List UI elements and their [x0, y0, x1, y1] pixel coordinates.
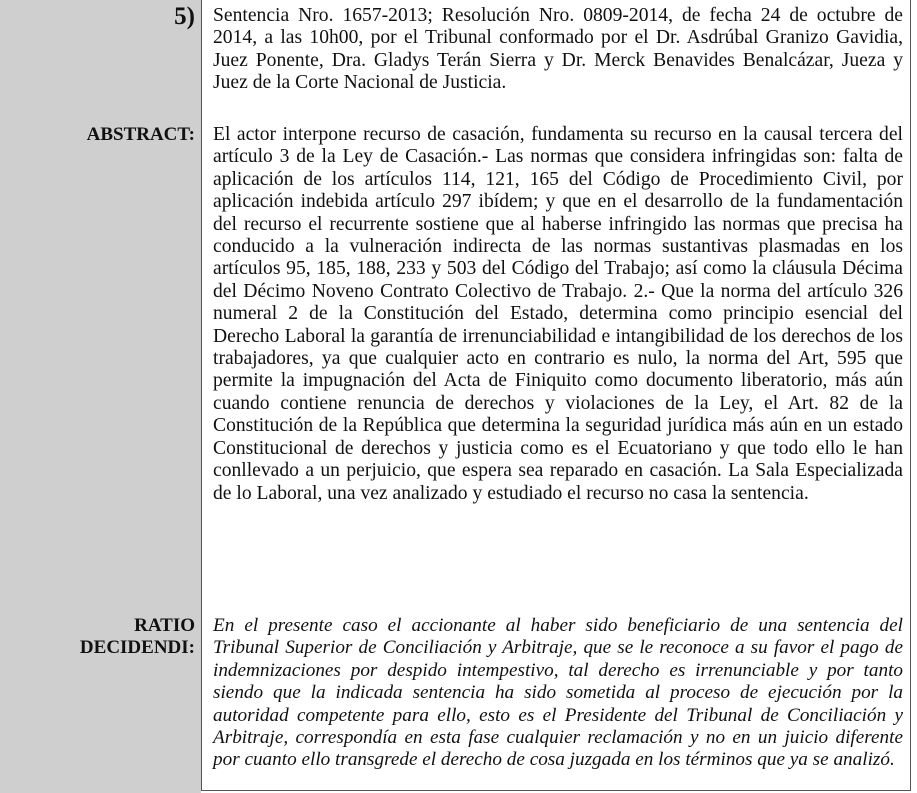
- abstract-text: El actor interpone recurso de casación, fundamenta su recurso en la causal tercera del artículo 3 de la Ley de Casación.- Las normas que considera infringidas son: falta de aplicación de los artículos 114, 121, 165 del Código de Procedimiento Civil, por aplicación indebida artículo 297 ibídem; y que en el desarrollo de la fundamentación del recurso el recurrente sostiene que al haberse infringido las normas que precisa ha conducido a la vulneración indirecta de las normas sustantivas plasmadas en los artículos 95, 185, 188, 233 y 503 del Código del Trabajo; así como la cláusula Décima del Décimo Noveno Contrato Colectivo de Trabajo. 2.- Que la norma del artículo 326 numeral 2 de la Constitución del Estado, determina como principio esencial del Derecho Laboral la garantía de irrenunciabilidad e intangibilidad de los derechos de los trabajadores, ya que cualquier acto en contrario es nulo, la norma del Art, 595 que permite la impugnación del Acta de Finiquito como documento liberatorio, más aún cuando contiene renuncia de derechos y violaciones de la Ley, el Art. 82 de la Constitución de la República que determina la seguridad jurídica más aún en un estado Constitucional de derechos y justicia como es el Ecuatoriano y que todo ello le han conllevado a un perjuicio, que espera sea reparado en casación. La Sala Especializada de lo Laboral, una vez analizado y estudiado el recurso no casa la sentencia.: [213, 124, 903, 504]
- abstract-label: ABSTRACT:: [86, 124, 195, 145]
- ratio-label-line-2: DECIDENDI:: [79, 637, 195, 659]
- ratio-decidendi-text: En el presente caso el accionante al haber sido beneficiario de una sentencia del Tribunal Superior de Conciliación y Arbitraje, que se le reconoce a su favor el pago de indemnizaciones por despido intempestivo, tal derecho es irrenunciable y por tanto siendo que la indicada sentencia ha sido sometida al proceso de ejecución por la autoridad competente para ello, esto es el Presidente del Tribunal de Conciliación y Arbitraje, correspondía en esta fase cualquier reclamación y no en un juicio diferente por cuanto ello transgrede el derecho de cosa juzgada en los términos que ya se analizó.: [213, 615, 903, 771]
- case-number-label: 5): [174, 3, 195, 30]
- ratio-label-line-1: RATIO: [134, 615, 195, 636]
- ratio-decidendi-label: [80, 615, 195, 660]
- label-column: [0, 0, 201, 793]
- case-citation-text: Sentencia Nro. 1657-2013; Resolución Nro. 0809-2014, de fecha 24 de octubre de 2014, a las 10h00, por el Tribunal conformado por el Dr. Asdrúbal Granizo Gavidia, Juez Ponente, Dra. Gladys Terán Sierra y Dr. Merck Benavides Benalcázar, Jueza y Juez de la Corte Nacional de Justicia.: [213, 5, 903, 94]
